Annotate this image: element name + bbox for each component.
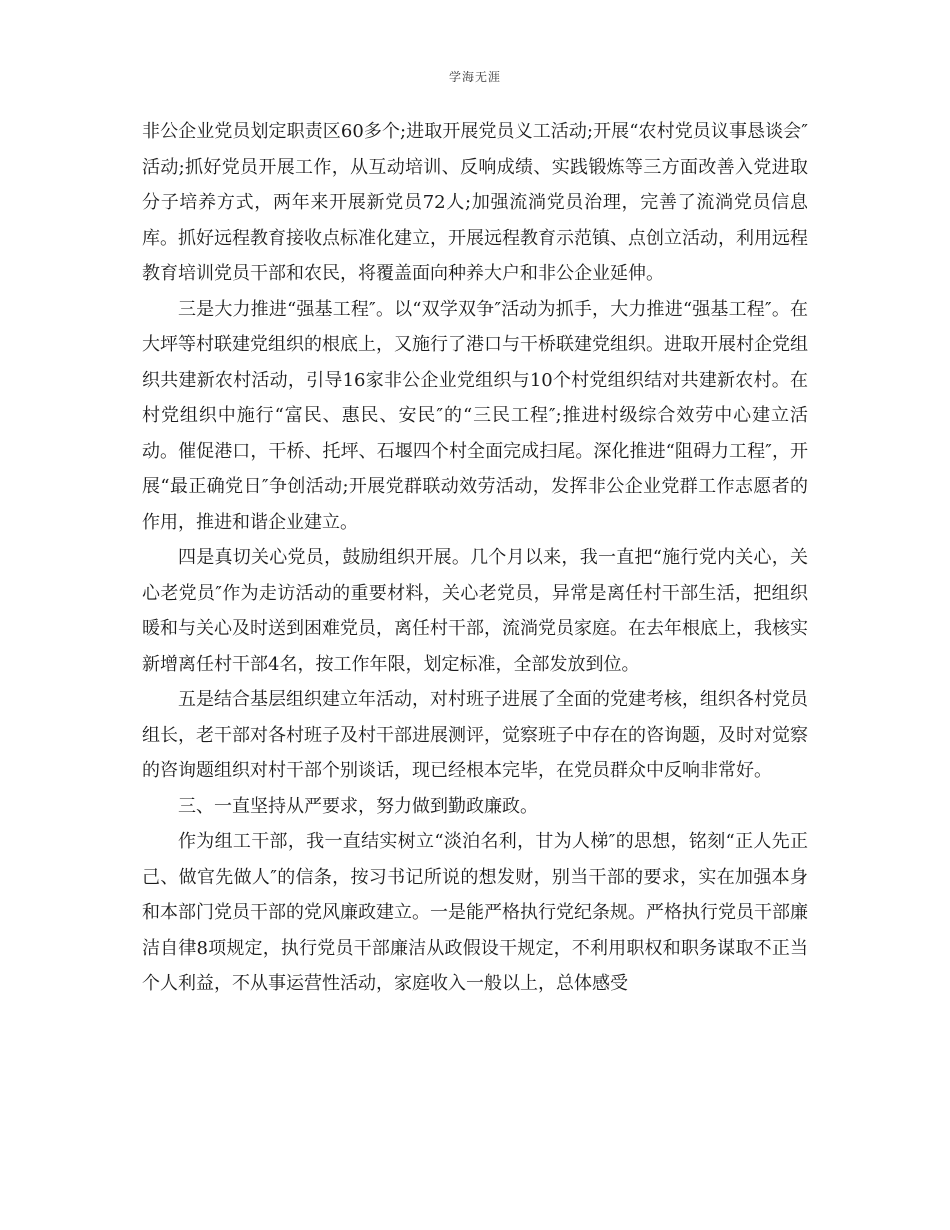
page-header: 学海无涯: [448, 70, 501, 84]
paragraph-1: 非公企业党员划定职责区60多个;进取开展党员义工活动;开展“农村党员议事恳谈会″活动;抓好党员开展工作，从互动培训、反响成绩、实践锻炼等三方面改善入党进取分子培养方式，两年来开展新党员72人;加强流淌党员治理，完善了流淌党员信息库。抓好远程教育接收点标准化建立，开展远程教育示范镇、点创立活动，利用远程教育培训党员干部和农民，将覆盖面向种养大户和非公企业延伸。: [142, 121, 808, 284]
document-body: [142, 114, 808, 1002]
paragraph-4: 五是结合基层组织建立年活动，对村班子进展了全面的党建考核，组织各村党员组长，老干部对各村班子及村干部进展测评，觉察班子中存在的咨询题，及时对觉察的咨询题组织对村干部个别谈话，现已经根本完毕，在党员群众中反响非常好。: [142, 689, 808, 781]
paragraph-2: 三是大力推进“强基工程″。以“双学双争″活动为抓手，大力推进“强基工程″。在大坪等村联建党组织的根底上，又施行了港口与干桥联建党组织。进取开展村企党组织共建新农村活动，引导16家非公企业党组织与10个村党组织结对共建新农村。在村党组织中施行“富民、惠民、安民″的“三民工程″;推进村级综合效劳中心建立活动。催促港口，干桥、托坪、石堰四个村全面完成扫尾。深化推进“阻碍力工程″，开展“最正确党日″争创活动;开展党群联动效劳活动，发挥非公企业党群工作志愿者的作用，推进和谐企业建立。: [142, 298, 808, 533]
section-heading-3: 三、一直坚持从严要求，努力做到勤政廉政。: [178, 795, 538, 817]
paragraph-6: 作为组工干部，我一直结实树立“淡泊名利，甘为人梯″的思想，铭刻“正人先正己、做官先做人″的信条，按习书记所说的想发财，别当干部的要求，实在加强本身和本部门党员干部的党风廉政建立。一是能严格执行党纪条规。严格执行党员干部廉洁自律8项规定，执行党员干部廉洁从政假设干规定，不利用职权和职务谋取不正当个人利益，不从事运营性活动，家庭收入一般以上，总体感受: [142, 831, 808, 994]
paragraph-3: 四是真切关心党员，鼓励组织开展。几个月以来，我一直把“施行党内关心，关心老党员″作为走访活动的重要材料，关心老党员，异常是离任村干部生活，把组织暖和与关心及时送到困难党员，离任村干部，流淌党员家庭。在去年根底上，我核实新增离任村干部4名，按工作年限，划定标准，全部发放到位。: [142, 547, 808, 675]
